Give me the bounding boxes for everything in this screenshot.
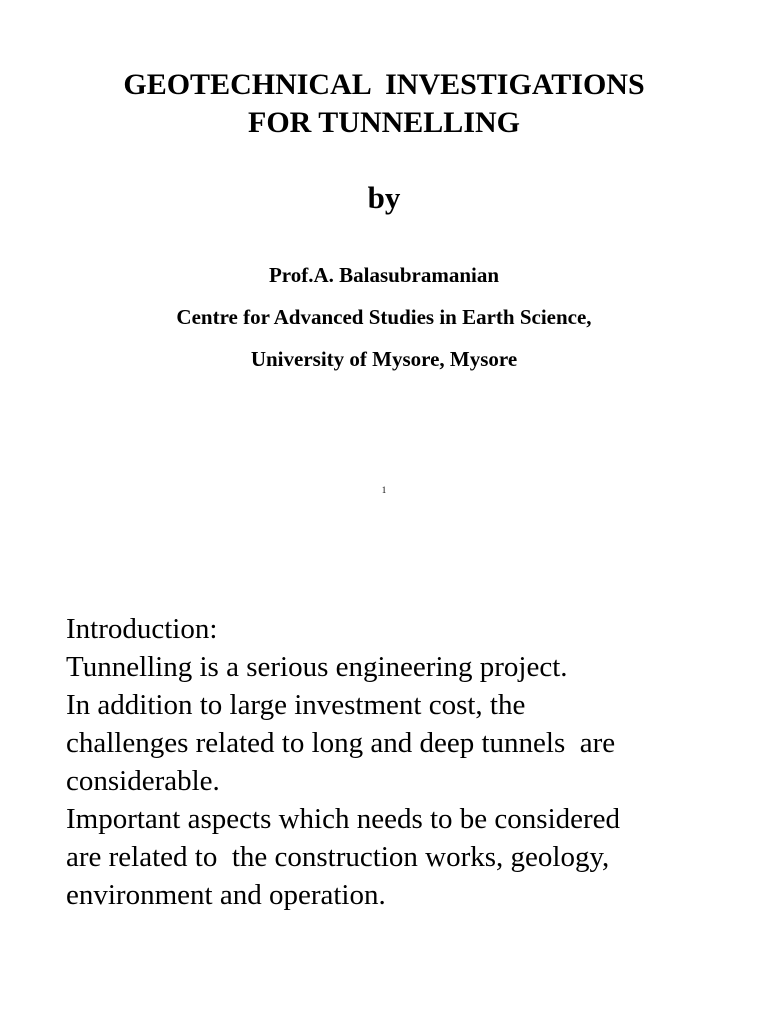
- affiliation-line-2: University of Mysore, Mysore: [250, 347, 518, 371]
- body-text-line: are related to the construction works, geology,: [66, 841, 610, 873]
- by-label: by: [367, 180, 401, 215]
- page-number: 1: [381, 485, 387, 495]
- body-text-line: Tunnelling is a serious engineering project.: [66, 651, 568, 683]
- title-line-2: FOR TUNNELLING: [248, 106, 520, 139]
- body-text-line: In addition to large investment cost, the: [66, 689, 526, 721]
- affiliation-line-1: Centre for Advanced Studies in Earth Science,: [176, 305, 592, 329]
- body-text-line: Important aspects which needs to be considered: [66, 803, 621, 835]
- body-text-line: challenges related to long and deep tunnels are: [66, 727, 616, 759]
- document-title: [0, 66, 768, 142]
- title-line-1: GEOTECHNICAL INVESTIGATIONS: [123, 68, 645, 101]
- introduction-section: [66, 610, 726, 914]
- author-block: [0, 254, 768, 380]
- author-name: Prof.A. Balasubramanian: [268, 263, 500, 287]
- section-heading: Introduction:: [66, 613, 218, 645]
- body-text-line: considerable.: [66, 765, 220, 797]
- body-text-line: environment and operation.: [66, 879, 386, 911]
